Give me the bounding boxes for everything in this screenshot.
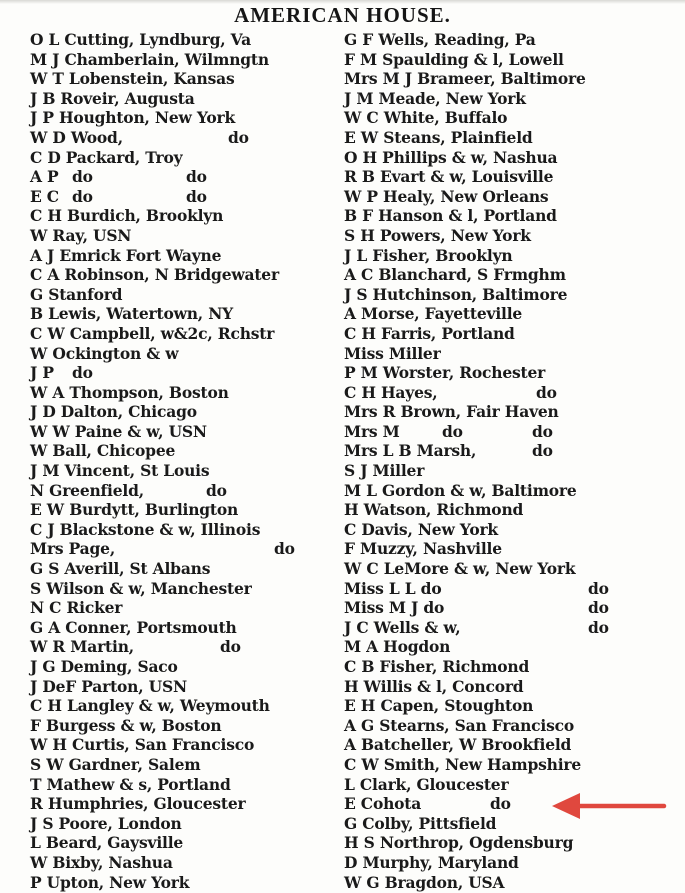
ditto-mark: do — [442, 421, 463, 441]
guest-entry — [344, 461, 664, 481]
guest-entry — [30, 461, 340, 481]
guest-name: H Watson, Richmond — [344, 500, 524, 520]
guest-name: L Beard, Gaysville — [30, 833, 184, 853]
guest-name: J P — [30, 363, 54, 383]
guest-entry — [30, 794, 340, 814]
guest-name: E W Burdytt, Burlington — [30, 500, 239, 520]
guest-entry — [30, 69, 340, 89]
guest-name: J S Hutchinson, Baltimore — [344, 284, 568, 304]
guest-name: Mrs Page, — [30, 539, 116, 559]
guest-entry — [30, 30, 340, 50]
guest-name: C B Fisher, Richmond — [344, 657, 530, 676]
guest-entry — [30, 265, 340, 285]
guest-entry — [344, 246, 664, 266]
guest-name: A P — [30, 167, 59, 187]
guest-entry — [30, 344, 340, 364]
guest-entry — [344, 167, 664, 187]
guest-name: J P Houghton, New York — [30, 108, 236, 128]
guest-entry — [30, 716, 340, 736]
guest-entry — [344, 657, 664, 677]
guest-entry — [30, 539, 340, 559]
guest-entry — [30, 677, 340, 697]
guest-name: E Cohota — [344, 794, 422, 814]
ditto-mark: do — [206, 480, 227, 500]
guest-entry — [344, 735, 664, 755]
guest-name: S W Gardner, Salem — [30, 754, 201, 774]
guest-entry — [30, 383, 340, 403]
guest-entry — [344, 500, 664, 520]
guest-name: F Burgess & w, Boston — [30, 715, 222, 735]
guest-name: F Muzzy, Nashville — [344, 539, 502, 559]
guest-name: J D Dalton, Chicago — [30, 402, 197, 422]
guest-name: B Lewis, Watertown, NY — [30, 304, 234, 324]
guest-name: E H Capen, Stoughton — [344, 696, 534, 716]
guest-name: G Colby, Pittsfield — [344, 813, 497, 833]
guest-name: R B Evart & w, Louisville — [344, 167, 554, 187]
guest-entry — [344, 637, 664, 657]
guest-entry — [30, 520, 340, 540]
guest-name: W Bixby, Nashua — [30, 852, 173, 872]
ditto-mark: do — [228, 127, 249, 147]
guest-entry — [30, 735, 340, 755]
guest-entry — [30, 50, 340, 70]
guest-entry — [30, 559, 340, 579]
ditto-mark: do — [72, 167, 93, 187]
guest-name: W D Wood, — [30, 127, 123, 147]
ditto-mark: do — [186, 186, 207, 206]
guest-entry — [344, 30, 664, 50]
guest-entry — [30, 108, 340, 128]
guest-name: W G Bragdon, USA — [344, 872, 505, 892]
guest-name: H S Northrop, Ogdensburg — [344, 833, 574, 853]
guest-name: A Batcheller, W Brookfield — [344, 735, 572, 755]
ditto-mark: do — [532, 421, 553, 441]
guest-entry — [30, 128, 340, 148]
guest-name: J B Roveir, Augusta — [30, 88, 195, 108]
guest-entry — [30, 167, 340, 187]
guest-name: L Clark, Gloucester — [344, 774, 509, 794]
guest-entry — [30, 637, 340, 657]
ditto-mark: do — [274, 539, 295, 559]
guest-name: B F Hanson & l, Portland — [344, 206, 557, 226]
guest-entry — [344, 226, 664, 246]
guest-entry — [344, 422, 664, 442]
guest-name: C H Hayes, — [344, 382, 438, 402]
ditto-mark: do — [532, 441, 553, 461]
guest-name: Mrs L B Marsh, — [344, 441, 477, 461]
guest-name: C H Farris, Portland — [344, 323, 515, 343]
guest-name: W Ray, USN — [30, 225, 132, 245]
ditto-mark: do — [72, 363, 93, 383]
guest-name: P Upton, New York — [30, 872, 190, 892]
guest-name: C W Smith, New Hampshire — [344, 754, 582, 774]
guest-name: G F Wells, Reading, Pa — [344, 30, 536, 49]
guest-name: J C Wells & w, — [344, 617, 461, 637]
guest-entry — [30, 246, 340, 266]
guest-entry — [344, 481, 664, 501]
guest-name: A Morse, Fayetteville — [344, 304, 523, 324]
guest-name: E W Steans, Plainfield — [344, 127, 533, 147]
guest-entry — [30, 304, 340, 324]
guest-name: W T Lobenstein, Kansas — [30, 69, 235, 89]
guest-name: W C LeMore & w, New York — [344, 559, 576, 579]
ditto-mark: do — [220, 637, 241, 657]
guest-name: W C White, Buffalo — [344, 108, 508, 128]
guest-name: O H Phillips & w, Nashua — [344, 147, 558, 167]
guest-entry — [30, 206, 340, 226]
ditto-mark: do — [536, 382, 557, 402]
guest-entry — [30, 500, 340, 520]
guest-name: S Wilson & w, Manchester — [30, 578, 252, 598]
guest-name: Miss Miller — [344, 343, 441, 363]
guest-entry — [30, 148, 340, 168]
ditto-mark: do — [72, 186, 93, 206]
guest-name: T Mathew & s, Portland — [30, 774, 231, 794]
guest-name: G A Conner, Portsmouth — [30, 617, 237, 637]
guest-name: C D Packard, Troy — [30, 147, 183, 167]
guest-entry — [344, 716, 664, 736]
guest-entry — [344, 187, 664, 207]
guest-name: W Ockington & w — [30, 343, 179, 363]
guest-entry — [30, 775, 340, 795]
guest-name: C H Langley & w, Weymouth — [30, 696, 270, 716]
guest-name: Miss L L do — [344, 578, 442, 598]
guest-name: Miss M J do — [344, 598, 445, 618]
guest-name: Mrs R Brown, Fair Haven — [344, 402, 559, 422]
guest-entry — [344, 304, 664, 324]
guest-entry — [30, 833, 340, 853]
ditto-mark: do — [588, 598, 609, 618]
guest-entry — [30, 422, 340, 442]
guest-entry — [30, 598, 340, 618]
guest-entry — [344, 833, 664, 853]
guest-name: M A Hogdon — [344, 637, 451, 657]
guest-name: C Davis, New York — [344, 519, 498, 539]
guest-name: M J Chamberlain, Wilmngtn — [30, 49, 269, 69]
guest-entry — [30, 285, 340, 305]
guest-entry — [344, 50, 664, 70]
guest-list-right-column — [344, 30, 664, 892]
guest-entry — [30, 579, 340, 599]
guest-entry — [344, 363, 664, 383]
guest-entry — [344, 598, 664, 618]
guest-entry — [30, 618, 340, 638]
guest-entry — [344, 206, 664, 226]
guest-entry — [344, 285, 664, 305]
guest-entry — [30, 873, 340, 893]
ditto-mark: do — [588, 578, 609, 598]
guest-entry — [344, 755, 664, 775]
guest-entry — [344, 128, 664, 148]
guest-entry — [30, 696, 340, 716]
guest-name: J DeF Parton, USN — [30, 676, 187, 696]
guest-name: F M Spaulding & l, Lowell — [344, 49, 564, 69]
guest-entry — [344, 618, 664, 638]
guest-name: H Willis & l, Concord — [344, 676, 524, 696]
guest-name: J L Fisher, Brooklyn — [344, 245, 513, 265]
guest-name: W P Healy, New Orleans — [344, 186, 549, 206]
guest-entry — [344, 441, 664, 461]
guest-name: S H Powers, New York — [344, 225, 531, 245]
guest-name: A J Emrick Fort Wayne — [30, 245, 222, 265]
guest-name: A C Blanchard, S Frmghm — [344, 265, 566, 285]
guest-name: C H Burdich, Brooklyn — [30, 206, 224, 226]
guest-entry — [30, 814, 340, 834]
guest-entry — [30, 441, 340, 461]
guest-name: G S Averill, St Albans — [30, 559, 211, 579]
guest-entry — [344, 853, 664, 873]
guest-name: J S Poore, London — [30, 813, 182, 833]
guest-entry — [30, 657, 340, 677]
guest-entry — [344, 579, 664, 599]
guest-name: W A Thompson, Boston — [30, 382, 229, 402]
guest-entry — [30, 89, 340, 109]
guest-name: W R Martin, — [30, 637, 134, 657]
guest-entry — [344, 383, 664, 403]
guest-name: C A Robinson, N Bridgewater — [30, 265, 279, 285]
guest-name: C W Campbell, w&2c, Rchstr — [30, 323, 275, 343]
guest-name: W H Curtis, San Francisco — [30, 735, 255, 755]
guest-entry — [344, 520, 664, 540]
guest-name: C J Blackstone & w, Illinois — [30, 519, 261, 539]
guest-entry — [344, 108, 664, 128]
guest-name: N Greenfield, — [30, 480, 144, 500]
guest-name: N C Ricker — [30, 598, 123, 618]
guest-entry — [30, 853, 340, 873]
guest-entry — [30, 481, 340, 501]
guest-entry — [344, 402, 664, 422]
guest-name: J G Deming, Saco — [30, 657, 178, 676]
ditto-mark: do — [490, 794, 511, 814]
guest-name: S J Miller — [344, 461, 425, 481]
ditto-mark: do — [588, 617, 609, 637]
guest-name: E C — [30, 186, 59, 206]
guest-name: D Murphy, Maryland — [344, 852, 519, 872]
guest-entry — [30, 402, 340, 422]
guest-entry — [344, 69, 664, 89]
guest-name: M L Gordon & w, Baltimore — [344, 480, 577, 500]
guest-entry — [344, 873, 664, 893]
guest-entry — [30, 755, 340, 775]
guest-entry — [30, 187, 340, 207]
guest-name: G Stanford — [30, 284, 123, 304]
guest-entry — [344, 344, 664, 364]
guest-name: P M Worster, Rochester — [344, 363, 546, 383]
guest-entry — [344, 539, 664, 559]
guest-entry — [344, 559, 664, 579]
guest-list-left-column — [30, 30, 340, 892]
guest-name: R Humphries, Gloucester — [30, 794, 246, 814]
guest-entry — [344, 696, 664, 716]
guest-entry — [344, 324, 664, 344]
guest-entry — [30, 363, 340, 383]
guest-entry — [344, 265, 664, 285]
guest-entry — [30, 324, 340, 344]
page-title: AMERICAN HOUSE. — [234, 3, 451, 27]
guest-entry — [344, 677, 664, 697]
guest-name: W Ball, Chicopee — [30, 441, 176, 461]
guest-entry — [344, 148, 664, 168]
guest-entry — [30, 226, 340, 246]
guest-name: O L Cutting, Lyndburg, Va — [30, 30, 251, 49]
ditto-mark: do — [186, 167, 207, 187]
guest-name: W W Paine & w, USN — [30, 421, 207, 441]
guest-name: Mrs M — [344, 421, 400, 441]
guest-name: Mrs M J Brameer, Baltimore — [344, 69, 586, 89]
guest-entry — [344, 89, 664, 109]
guest-name: J M Meade, New York — [344, 88, 526, 108]
guest-name: J M Vincent, St Louis — [30, 461, 210, 481]
guest-name: A G Stearns, San Francisco — [344, 715, 575, 735]
arrow-left-icon — [548, 790, 668, 822]
